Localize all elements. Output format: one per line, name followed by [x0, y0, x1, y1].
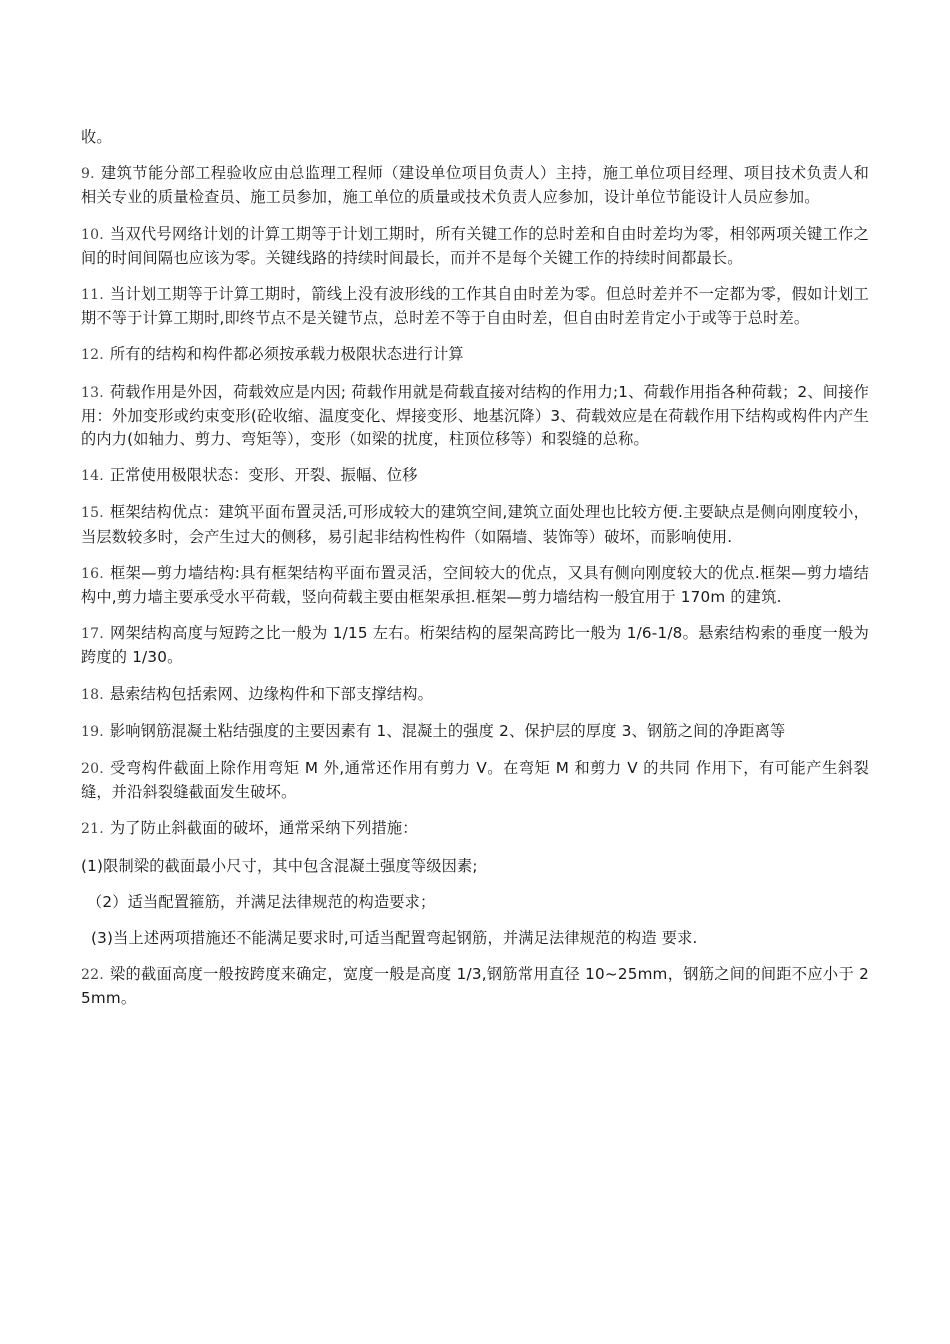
paragraph-number: 19.: [81, 723, 104, 740]
paragraph-text: 收。: [81, 128, 112, 146]
paragraph-text: 影响钢筋混凝土粘结强度的主要因素有 1、混凝土的强度 2、保护层的厚度 3、钢筋之间的净距离等: [109, 721, 786, 740]
paragraph-21: [81, 817, 869, 841]
paragraph-text: （2）适当配置箍筋，并满足法律规范的构造要求；: [87, 892, 436, 911]
paragraph-13: [81, 381, 869, 452]
paragraph-text: 受弯构件截面上除作用弯矩 M 外,通常还作用有剪力 V。在弯矩 M 和剪力 V 的共同 作用下，有可能产生斜裂缝，并沿斜裂缝截面发生破坏。: [81, 759, 869, 802]
paragraph-text: 所有的结构和构件都必须按承载力极限状态进行计算: [109, 345, 464, 364]
paragraph-continuation: [81, 126, 869, 149]
paragraph-16: [81, 562, 869, 609]
paragraph-text: 网架结构高度与短跨之比一般为 1/15 左右。桁架结构的屋架高跨比一般为 1/6-1/8。悬索结构索的垂度一般为跨度的 1/30。: [81, 624, 869, 667]
paragraph-text: 当计划工期等于计算工期时，箭线上没有波形线的工作其自由时差为零。但总时差并不一定都为零，假如计划工期不等于计算工期时,即终节点不是关键节点，总时差不等于自由时差，但自由时差肯定小于或等于总时差。: [81, 285, 869, 328]
paragraph-text: 悬索结构包括索网、边缘构件和下部支撑结构。: [109, 684, 434, 703]
paragraph-text: 正常使用极限状态：变形、开裂、振幅、位移: [109, 466, 418, 485]
paragraph-11: [81, 283, 869, 330]
paragraph-text: 框架结构优点：建筑平面布置灵活,可形成较大的建筑空间,建筑立面处理也比较方便.主要缺点是侧向刚度较小，当层数较多时，会产生过大的侧移，易引起非结构性构件（如隔墙、装饰等）破坏，而影响使用.: [81, 503, 869, 546]
paragraph-number: 20.: [81, 761, 104, 778]
paragraph-15: [81, 501, 869, 548]
paragraph-text: 梁的截面高度一般按跨度来确定，宽度一般是高度 1/3,钢筋常用直径 10~25mm，钢筋之间的间距不应小于 25mm。: [81, 965, 869, 1008]
list-item-measure-1: [81, 855, 869, 878]
paragraph-number: 14.: [81, 468, 104, 485]
paragraph-number: 22.: [81, 967, 104, 984]
paragraph-text: (1)限制梁的截面最小尺寸，其中包含混凝土强度等级因素;: [81, 856, 478, 875]
paragraph-20: [81, 757, 869, 804]
paragraph-number: 15.: [81, 505, 104, 522]
paragraph-22: [81, 963, 869, 1010]
paragraph-9: [81, 162, 869, 209]
paragraph-number: 10.: [81, 226, 104, 243]
paragraph-text: 荷载作用是外因，荷载效应是内因; 荷载作用就是荷载直接对结构的作用力;1、荷载作用指各种荷载；2、间接作用：外加变形或约束变形(砼收缩、温度变化、焊接变形、地基沉降）3、荷载效应是在荷载作用下结构或构件内产生的内力(如轴力、剪力、弯矩等），变形（如梁的扰度，柱顶位移等）和裂缝的总称。: [81, 382, 869, 449]
paragraph-14: [81, 464, 869, 488]
paragraph-text: 当双代号网络计划的计算工期等于计划工期时，所有关键工作的总时差和自由时差均为零，相邻两项关键工作之间的时间间隔也应该为零。关键线路的持续时间最长，而并不是每个关键工作的持续时间都最长。: [81, 224, 869, 267]
paragraph-number: 13.: [81, 384, 104, 401]
paragraph-number: 18.: [81, 686, 104, 703]
paragraph-text: (3)当上述两项措施还不能满足要求时,可适当配置弯起钢筋，并满足法律规范的构造 要求.: [91, 929, 698, 948]
paragraph-17: [81, 622, 869, 669]
paragraph-18: [81, 683, 869, 707]
paragraph-text: 框架—剪力墙结构:具有框架结构平面布置灵活，空间较大的优点，又具有侧向刚度较大的优点.框架—剪力墙结构中,剪力墙主要承受水平荷载，竖向荷载主要由框架承担.框架—剪力墙结构一般宜用于 170m 的建筑.: [81, 563, 869, 607]
list-item-measure-2: [81, 891, 869, 914]
paragraph-number: 21.: [81, 821, 104, 838]
paragraph-number: 11.: [81, 287, 104, 304]
paragraph-text: 建筑节能分部工程验收应由总监理工程师（建设单位项目负责人）主持，施工单位项目经理、项目技术负责人和相关专业的质量检查员、施工员参加，施工单位的质量或技术负责人应参加，设计单位节能设计人员应参加。: [81, 164, 869, 207]
paragraph-text: 为了防止斜截面的破坏，通常采纳下列措施：: [109, 819, 418, 838]
paragraph-number: 17.: [81, 626, 104, 643]
paragraph-12: [81, 343, 869, 367]
paragraph-10: [81, 223, 869, 270]
document-body: [81, 126, 869, 1024]
paragraph-number: 9.: [81, 166, 95, 183]
paragraph-number: 16.: [81, 565, 104, 582]
list-item-measure-3: [81, 927, 869, 950]
paragraph-number: 12.: [81, 347, 104, 364]
paragraph-19: [81, 720, 869, 744]
